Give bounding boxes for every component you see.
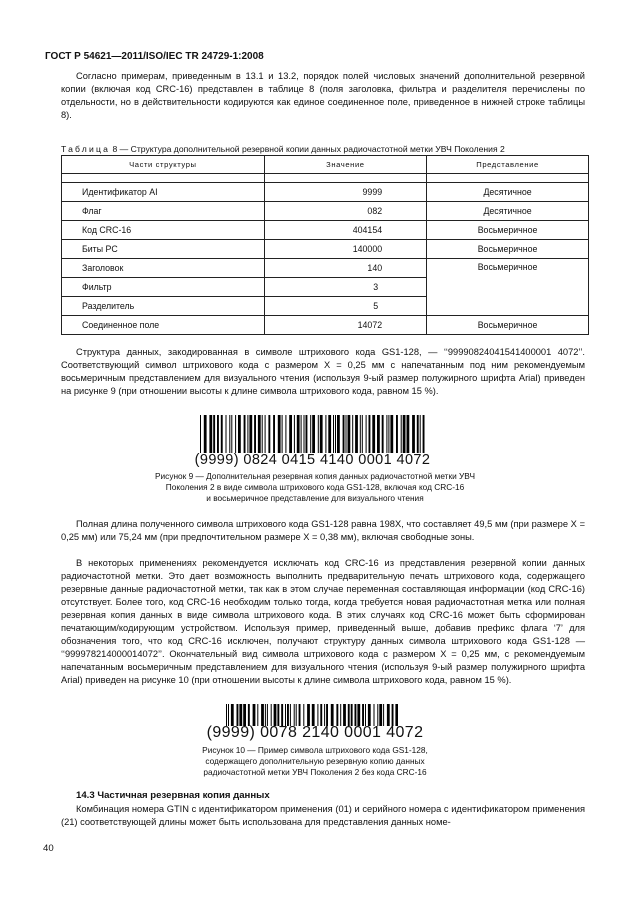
barcode-bar	[243, 704, 246, 726]
page-number: 40	[43, 843, 54, 854]
barcode-bar	[237, 704, 239, 726]
barcode-bar	[333, 415, 334, 453]
table-row	[62, 202, 589, 221]
paragraph-partial: Комбинация номера GTIN с идентификатором применения (01) и серийного номера с идентификатором применения (21) соответствующей длины может быть использована для представления данных номе-	[61, 804, 585, 827]
paragraph-crc: В некоторых применениях рекомендуется исключать код CRC-16 из представления резервной копии данных радиочастотной метки. Это дает возможность выполнить предварительную печать штрихового кода, содержащего резервные данные радиочастотной метки, так как в этом случае переменная составляющая информации (код CRC-16) отсутствует. Более того, код CRC-16 необходим только тогда, когда требуется новая радиочастотная метка или полная резервная копия данных в виде символа штрихового кода. В этих случаях код CRC-16 может быть сформирован печатающим/кодирующим устройством. Используя пример, приведенный выше, добавив префикс флага ‘7’ для обозначения того, что код CRC-16 исключен, получают структуру данных символа штрихового кода GS1-128 — ‘‘999978214000014072’’. Окончательный вид символа штрихового кода с размером X = 0,25 мм, с рекомендуемым напечатанным восьмеричным представлением для визуального чтения (используя 9-ый размер полужирного шрифта Arial) приведен на рисунке 10 (при отношении высоты к длине символа штрихового кода, равном 15 %).	[61, 558, 585, 685]
barcode-bar	[369, 415, 371, 453]
barcode-bar	[386, 415, 387, 453]
barcode-bar	[388, 415, 389, 453]
barcode-bar	[343, 704, 346, 726]
barcode-bar	[200, 415, 201, 453]
barcode-bar	[355, 704, 357, 726]
barcode-bar	[209, 415, 212, 453]
barcode-bar	[285, 704, 286, 726]
barcode-bar	[335, 415, 336, 453]
barcode-bar	[221, 415, 223, 453]
barcode-bar	[377, 415, 380, 453]
barcode-bar	[268, 415, 270, 453]
barcode-bar	[231, 415, 232, 453]
barcode-bar	[317, 704, 318, 726]
barcode-bar	[213, 415, 215, 453]
cell-part: Фильтр	[62, 278, 265, 297]
barcode-bar	[401, 415, 402, 453]
table-caption	[61, 144, 589, 154]
col-header-value: Значение	[264, 156, 426, 174]
barcode-bar	[331, 704, 334, 726]
barcode-bar	[407, 415, 410, 453]
paragraph-intro: Согласно примерам, приведенным в 13.1 и 13.2, порядок полей числовых значений дополнительной резервной копии (включая код CRC-16) представлен в таблице 8 (поля заголовка, фильтра и разделителя перечислены по отдельности, но в действительности кодируются как единое соединенное поле, приведенное в нижней строке таблицы 8).	[61, 71, 585, 120]
barcode-bar	[226, 704, 227, 726]
barcode-bar	[423, 415, 425, 453]
col-header-parts: Части структуры	[62, 156, 265, 174]
barcode-bar	[254, 415, 256, 453]
barcode-bar	[277, 704, 279, 726]
table-row	[62, 183, 589, 202]
table-caption-word: Таблица	[61, 144, 111, 154]
barcode-bar	[377, 704, 378, 726]
barcode-bar	[287, 704, 289, 726]
section-title: 14.3 Частичная резервная копия данных	[76, 790, 270, 801]
caption-line: и восьмеричное представление для визуального чтения	[206, 493, 424, 503]
cell-value: 082	[264, 202, 426, 221]
cell-value: 140	[264, 259, 426, 278]
barcode-bar	[265, 415, 266, 453]
cell-representation: Восьмеричное	[427, 316, 589, 335]
barcode-bar	[253, 704, 256, 726]
table-caption-text: 8 — Структура дополнительной резервной копии данных радиочастотной метки УВЧ Поколения 2	[110, 144, 505, 154]
figure-10-caption	[170, 745, 460, 778]
barcode-bar	[282, 415, 283, 453]
cell-part: Флаг	[62, 202, 265, 221]
cell-value: 140000	[264, 240, 426, 259]
barcode-bar	[352, 415, 353, 453]
barcode-bar	[395, 704, 398, 726]
table-spacer-row	[62, 174, 589, 183]
barcode-bar	[392, 704, 394, 726]
barcode-bar	[383, 704, 384, 726]
barcode-bar	[420, 415, 421, 453]
barcode-bar	[312, 704, 315, 726]
barcode-bar	[297, 415, 300, 453]
barcode-bar	[324, 704, 325, 726]
barcode-bar	[228, 704, 229, 726]
structure-table	[61, 155, 589, 335]
barcode-bar	[307, 704, 310, 726]
barcode-hri-10: (9999) 0078 2140 0001 4072	[206, 724, 424, 741]
cell-part: Биты PC	[62, 240, 265, 259]
barcode-bar	[249, 415, 252, 453]
barcode-bar	[267, 704, 268, 726]
cell-part: Соединенное поле	[62, 316, 265, 335]
barcode-bar	[312, 415, 315, 453]
barcode-bar	[372, 415, 375, 453]
cell-value: 3	[264, 278, 426, 297]
barcode-bar	[306, 415, 308, 453]
barcode-bar	[328, 415, 331, 453]
paragraph-length: Полная длина полученного символа штрихового кода GS1-128 равна 198X, что составляет 49,5 мм (при размере X = 0,25 мм) или 75,24 мм (при предпочтительном размере X = 0,38 мм), включая свободные зоны.	[61, 519, 585, 542]
barcode-bar	[390, 415, 393, 453]
barcode-bar	[346, 415, 347, 453]
barcode-bar	[231, 704, 234, 726]
barcode-bar	[244, 415, 246, 453]
caption-line: содержащего дополнительную резервную копию данных	[205, 756, 425, 766]
barcode-bar	[281, 704, 283, 726]
barcode-figure-10	[226, 704, 398, 726]
barcode-bar	[382, 415, 384, 453]
cell-part: Идентификатор AI	[62, 183, 265, 202]
barcode-bar	[336, 704, 338, 726]
barcode-bar	[294, 704, 295, 726]
barcode-bar	[357, 704, 360, 726]
barcode-bar	[355, 415, 358, 453]
caption-line: Рисунок 10 — Пример символа штрихового кода GS1-128,	[202, 745, 428, 755]
col-header-representation: Представление	[427, 156, 589, 174]
cell-value: 5	[264, 297, 426, 316]
barcode-bar	[412, 415, 415, 453]
cell-part: Разделитель	[62, 297, 265, 316]
barcode-bar	[325, 415, 326, 453]
barcode-bar	[273, 415, 275, 453]
barcode-bar	[258, 415, 261, 453]
barcode-figure-9	[200, 415, 425, 453]
barcode-bar	[403, 415, 406, 453]
barcode-bar	[204, 415, 207, 453]
barcode-bar	[289, 415, 292, 453]
barcode-bar	[248, 704, 250, 726]
barcode-bar	[343, 415, 345, 453]
barcode-bar	[320, 415, 323, 453]
barcode-bar	[285, 415, 286, 453]
barcode-bar	[362, 704, 364, 726]
cell-value: 404154	[264, 221, 426, 240]
barcode-image	[200, 415, 425, 453]
barcode-bar	[362, 415, 363, 453]
barcode-bar	[238, 415, 241, 453]
barcode-bar	[396, 415, 398, 453]
barcode-bar	[247, 415, 248, 453]
barcode-bar	[374, 704, 375, 726]
barcode-bar	[303, 704, 304, 726]
barcode-bar	[368, 704, 371, 726]
cell-value: 14072	[264, 316, 426, 335]
table-row	[62, 259, 589, 278]
caption-line: радиочастотной метки УВЧ Поколения 2 без кода CRC-16	[203, 767, 427, 777]
barcode-bar	[229, 415, 230, 453]
caption-line: Поколения 2 в виде символа штрихового кода GS1-128, включая код CRC-16	[165, 482, 465, 492]
barcode-bar	[261, 704, 264, 726]
barcode-bar	[340, 704, 341, 726]
figure-9-caption	[100, 471, 530, 504]
cell-part: Заголовок	[62, 259, 265, 278]
table-row	[62, 316, 589, 335]
barcode-bar	[299, 704, 301, 726]
barcode-bar	[274, 704, 277, 726]
barcode-bar	[360, 415, 361, 453]
barcode-bar	[348, 415, 351, 453]
cell-representation: Восьмеричное	[427, 240, 589, 259]
barcode-bar	[278, 415, 281, 453]
cell-representation: Восьмеричное	[427, 221, 589, 240]
barcode-image	[226, 704, 398, 726]
barcode-bar	[226, 415, 227, 453]
barcode-bar	[235, 415, 236, 453]
barcode-bar	[304, 415, 305, 453]
barcode-bar	[337, 415, 340, 453]
barcode-bar	[365, 704, 366, 726]
barcode-bar	[366, 415, 367, 453]
barcode-bar	[262, 415, 263, 453]
barcode-bar	[417, 415, 419, 453]
paragraph-structure: Структура данных, закодированная в символе штрихового кода GS1-128, — ‘‘99990824041541400001 4072’’. Соответствующий символ штрихового кода с размером X = 0,25 мм с напечатанным под ним рекомендуемым восьмеричным представлением для визуального чтения (используя 9-ый размер полужирного шрифта Arial) приведен на рисунке 9 (при отношении высоты к длине символа штрихового кода, равном 15 %).	[61, 347, 585, 396]
cell-value: 9999	[264, 183, 426, 202]
barcode-bar	[271, 704, 272, 726]
barcode-bar	[379, 704, 382, 726]
barcode-bar	[294, 415, 295, 453]
barcode-bar	[257, 704, 258, 726]
cell-representation: Восьмеричное	[427, 259, 589, 316]
barcode-bar	[217, 415, 219, 453]
cell-representation: Десятичное	[427, 183, 589, 202]
document-header: ГОСТ Р 54621—2011/ISO/IEC TR 24729-1:2008	[45, 51, 264, 62]
barcode-bar	[290, 704, 291, 726]
cell-part: Код CRC-16	[62, 221, 265, 240]
barcode-hri-9: (9999) 0824 0415 4140 0001 4072	[194, 452, 431, 468]
barcode-bar	[351, 704, 353, 726]
barcode-bar	[326, 704, 328, 726]
barcode-bar	[387, 704, 390, 726]
table-header-row	[62, 156, 589, 174]
barcode-bar	[239, 704, 242, 726]
barcode-bar	[310, 415, 311, 453]
barcode-bar	[296, 704, 297, 726]
cell-representation: Десятичное	[427, 202, 589, 221]
caption-line: Рисунок 9 — Дополнительная резервная копия данных радиочастотной метки УВЧ	[155, 471, 475, 481]
barcode-bar	[348, 704, 350, 726]
barcode-bar	[318, 415, 319, 453]
barcode-bar	[320, 704, 322, 726]
table-row	[62, 221, 589, 240]
barcode-bar	[265, 704, 266, 726]
table-row	[62, 240, 589, 259]
barcode-bar	[301, 415, 302, 453]
